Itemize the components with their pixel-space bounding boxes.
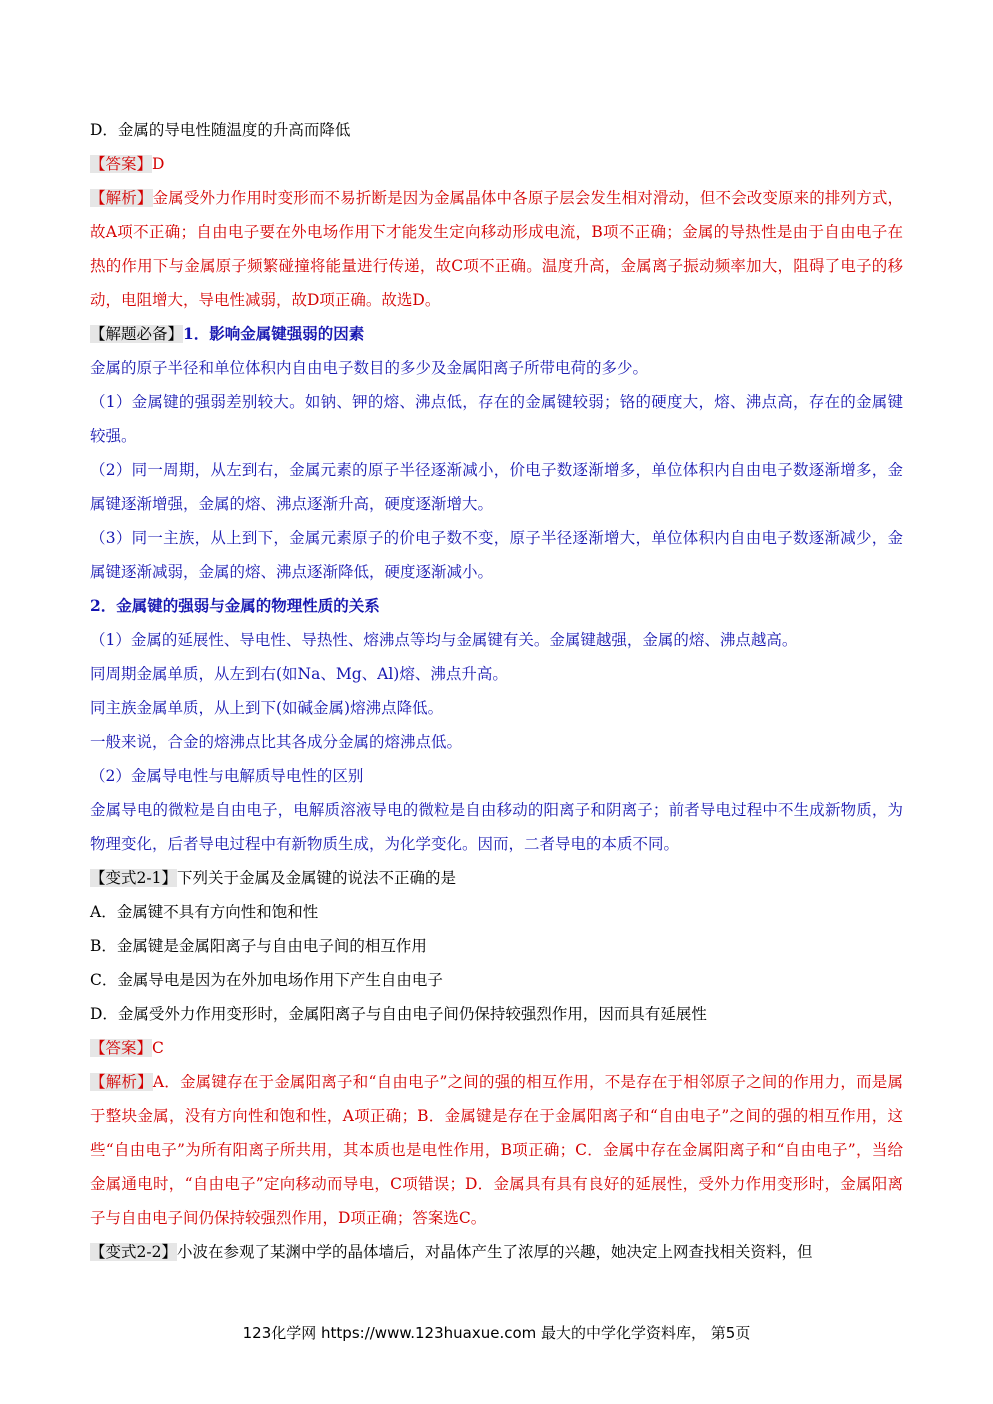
option-c: C．金属导电是因为在外加电场作用下产生自由电子 [90, 971, 443, 989]
essentials-p2: （1）金属键的强弱差别较大。如钠、钾的熔、沸点低，存在的金属键较弱；铬的硬度大，熔、沸点高，存在的金属键较强。 [90, 393, 903, 445]
essentials-p9: （2）金属导电性与电解质导电性的区别 [90, 767, 364, 785]
essentials-p8: 一般来说，合金的熔沸点比其各成分金属的熔沸点低。 [90, 733, 463, 751]
option-a: A．金属键不具有方向性和饱和性 [90, 903, 319, 921]
answer-tag: 【答案】 [90, 155, 153, 173]
variant-2-1-stem: 下列关于金属及金属键的说法不正确的是 [176, 869, 456, 887]
essentials-tag: 【解题必备】 [90, 325, 184, 343]
essentials-p4: （3）同一主族，从上到下，金属元素原子的价电子数不变，原子半径逐渐增大，单位体积内自由电子数逐渐减少，金属键逐渐减弱，金属的熔、沸点逐渐降低，硬度逐渐减小。 [90, 529, 903, 581]
analysis-2 [90, 1065, 903, 1235]
variant-2-1-question [90, 861, 903, 895]
answer-1 [90, 147, 903, 181]
analysis-tag: 【解析】 [90, 189, 153, 207]
variant-2-2-stem: 小波在参观了某渊中学的晶体墙后，对晶体产生了浓厚的兴趣，她决定上网查找相关资料，但 [176, 1243, 813, 1261]
heading-2: 2．金属键的强弱与金属的物理性质的关系 [90, 596, 380, 615]
option-b: B．金属键是金属阳离子与自由电子间的相互作用 [90, 937, 427, 955]
variant-2-2-question [90, 1235, 903, 1269]
variant-2-2-tag: 【变式2-2】 [90, 1243, 177, 1261]
answer-value: D [152, 155, 165, 173]
answer-2 [90, 1031, 903, 1065]
variant-2-1-tag: 【变式2-1】 [90, 869, 177, 887]
option-d: D．金属的导电性随温度的升高而降低 [90, 121, 351, 139]
analysis-text: 金属受外力作用时变形而不易折断是因为金属晶体中各原子层会发生相对滑动，但不会改变原来的排列方式，故A项不正确；自由电子要在外电场作用下才能发生定向移动形成电流，B项不正确；金属的导热性是由于自由电子在热的作用下与金属原子频繁碰撞将能量进行传递，故C项不正确。温度升高，金属离子振动频率加大，阻碍了电子的移动，电阻增大，导电性减弱，故D项正确。故选D。 [90, 189, 903, 309]
page-footer: 123化学网 https://www.123huaxue.com 最大的中学化学资料库， 第5页 [242, 1324, 751, 1342]
essentials-heading-1 [90, 317, 903, 351]
essentials-p5: （1）金属的延展性、导电性、导热性、熔沸点等均与金属键有关。金属键越强，金属的熔、沸点越高。 [90, 631, 798, 649]
essentials-p6: 同周期金属单质，从左到右(如Na、Mg、Al)熔、沸点升高。 [90, 665, 508, 683]
essentials-p1: 金属的原子半径和单位体积内自由电子数目的多少及金属阳离子所带电荷的多少。 [90, 359, 649, 377]
heading-1: 1．影响金属键强弱的因素 [183, 324, 365, 343]
analysis-tag-2: 【解析】 [90, 1073, 153, 1091]
analysis-text-2: A．金属键存在于金属阳离子和“自由电子”之间的强的相互作用，不是存在于相邻原子之间的作用力，而是属于整块金属，没有方向性和饱和性，A项正确；B．金属键是存在于金属阳离子和“自由电子”之间的强的相互作用，这些“自由电子”为所有阳离子所共用，其本质也是电性作用，B项正确；C．金属中存在金属阳离子和“自由电子”，当给金属通电时，“自由电子”定向移动而导电，C项错误；D．金属具有具有良好的延展性，受外力作用变形时，金属阳离子与自由电子间仍保持较强烈作用，D项正确；答案选C。 [90, 1073, 903, 1227]
essentials-p10: 金属导电的微粒是自由电子，电解质溶液导电的微粒是自由移动的阳离子和阴离子；前者导电过程中不生成新物质，为物理变化，后者导电过程中有新物质生成，为化学变化。因而，二者导电的本质不同。 [90, 801, 903, 853]
answer-value-2: C [152, 1039, 164, 1057]
page-content [90, 113, 903, 1269]
essentials-p7: 同主族金属单质，从上到下(如碱金属)熔沸点降低。 [90, 699, 444, 717]
answer-tag-2: 【答案】 [90, 1039, 153, 1057]
option-d-2: D．金属受外力作用变形时，金属阳离子与自由电子间仍保持较强烈作用，因而具有延展性 [90, 1005, 707, 1023]
essentials-p3: （2）同一周期，从左到右，金属元素的原子半径逐渐减小，价电子数逐渐增多，单位体积内自由电子数逐渐增多，金属键逐渐增强，金属的熔、沸点逐渐升高，硬度逐渐增大。 [90, 461, 903, 513]
analysis-1 [90, 181, 903, 317]
